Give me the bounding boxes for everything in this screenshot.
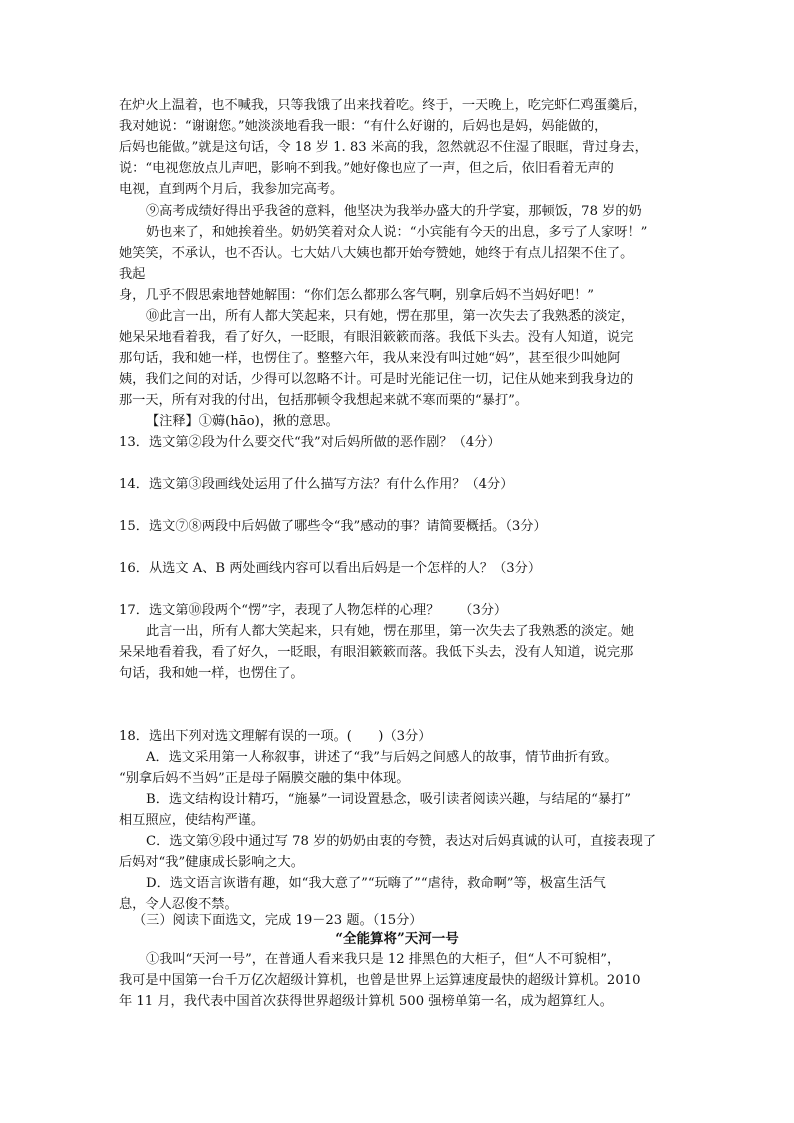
option-d: D．选文语言诙谐有趣，如“我大意了”“玩嗨了”“虐待，救命啊”等，极富生活气 xyxy=(146,876,606,891)
question-16: 16．从选文 A、B 两处画线内容可以看出后妈是一个怎样的人？（3分） xyxy=(119,561,542,576)
paragraph-10-start: ⑩此言一出，所有人都大笑起来，只有她，愣在那里，第一次失去了我熟悉的淡定， xyxy=(146,309,634,324)
option-c: C．选文第⑨段中通过写 78 岁的奶奶由衷的夸赞，表达对后妈真诚的认可，直接表现了 xyxy=(146,834,657,849)
option-b: B．选文结构设计精巧，“施暴”一词设置悬念，吸引读者阅读兴趣，与结尾的“暴打” xyxy=(146,792,632,807)
text-line: 身，几乎不假思索地替她解围：“你们怎么都那么客气啊，别拿后妈不当妈好吧！” xyxy=(119,288,595,303)
quoted-passage-line: 句话，我和她一样，也愣住了。 xyxy=(119,666,304,681)
text-line: 在炉火上温着，也不喊我，只等我饿了出来找着吃。终于，一天晚上，吃完虾仁鸡蛋羹后， xyxy=(119,98,647,113)
text-line: 她笑笑，不承认，也不否认。七大姑八大姨也都开始夸赞她，她终于有点儿招架不住了。 xyxy=(119,246,634,261)
text-line: 姨，我们之间的对话，少得可以忽略不计。可是时光能记住一切，记住从她来到我身边的 xyxy=(119,372,634,387)
article-paragraph-1: ①我叫“天河一号”，在普通人看来我只是 12 排黑色的大柜子，但“人不可貌相”， xyxy=(146,952,621,967)
text-line: 那一天，所有对我的付出，包括那顿令我想起来就不寒而栗的“暴打”。 xyxy=(119,393,529,408)
option-d-cont: 息，令人忍俊不禁。 xyxy=(119,897,238,912)
text-line: 那句话，我和她一样，也愣住了。整整六年，我从来没有叫过她“妈”，甚至很少叫她阿 xyxy=(119,351,621,366)
option-a: A．选文采用第一人称叙事，讲述了“我”与后妈之间感人的故事，情节曲折有致。 xyxy=(146,750,618,765)
paragraph-9-start: ⑨高考成绩好得出乎我爸的意料，他坚决为我举办盛大的升学宴，那顿饭，78 岁的奶 xyxy=(146,204,642,219)
question-17: 17．选文第⑩段两个“愣”字，表现了人物怎样的心理？ （3分） xyxy=(119,603,508,618)
text-line: 后妈也能做。”就是这句话，令 18 岁 1. 83 米高的我，忽然就忍不住湿了眼眶，背过身去， xyxy=(119,140,648,155)
option-a-cont: “别拿后妈不当妈”正是母子隔膜交融的集中体现。 xyxy=(119,771,410,786)
annotation-note: 【注释】①薅(hāo)，揪的意思。 xyxy=(146,414,339,429)
text-line: 我可是中国第一台千万亿次超级计算机，也曾是世界上运算速度最快的超级计算机。2010 xyxy=(119,973,641,988)
option-b-cont: 相互照应，使结构严谨。 xyxy=(119,813,265,828)
question-15: 15．选文⑦⑧两段中后妈做了哪些令“我”感动的事？请简要概括。（3分） xyxy=(119,519,547,534)
quoted-passage: 此言一出，所有人都大笑起来，只有她，愣在那里，第一次失去了我熟悉的淡定。她 xyxy=(146,624,634,639)
quoted-passage-line: 呆呆地看着我，看了好久，一眨眼，有眼泪簌簌而落。我低下头去，没有人知道，说完那 xyxy=(119,645,634,660)
question-18: 18．选出下列对选文理解有误的一项。( )（3分） xyxy=(119,729,432,744)
text-line: 我起 xyxy=(119,267,146,282)
section-heading: （三）阅读下面选文，完成 19－23 题。（15分） xyxy=(133,913,423,928)
text-line: 年 11 月，我代表中国首次获得世界超级计算机 500 强榜单第一名，成为超算红人。 xyxy=(119,994,613,1009)
question-14: 14．选文第③段画线处运用了什么描写方法？有什么作用？（4分） xyxy=(119,477,514,492)
text-line: 电视，直到两个月后，我参加完高考。 xyxy=(119,182,344,197)
option-c-cont: 后妈对“我”健康成长影响之大。 xyxy=(119,855,304,870)
text-line: 我对她说：“谢谢您。”她淡淡地看我一眼：“有什么好谢的，后妈也是妈，妈能做的， xyxy=(119,119,608,134)
text-line: 说：“电视您放点儿声吧，影响不到我。”她好像也应了一声，但之后，依旧看着无声的 xyxy=(119,161,614,176)
text-line: 奶也来了，和她挨着坐。奶奶笑着对众人说：“小宾能有今天的出息，多亏了人家呀！” xyxy=(146,225,648,240)
text-line: 她呆呆地看着我，看了好久，一眨眼，有眼泪簌簌而落。我低下头去。没有人知道，说完 xyxy=(119,330,634,345)
question-13: 13．选文第②段为什么要交代“我”对后妈所做的恶作剧？（4分） xyxy=(119,435,501,450)
article-title: “全能算将”天河一号 xyxy=(335,931,459,947)
